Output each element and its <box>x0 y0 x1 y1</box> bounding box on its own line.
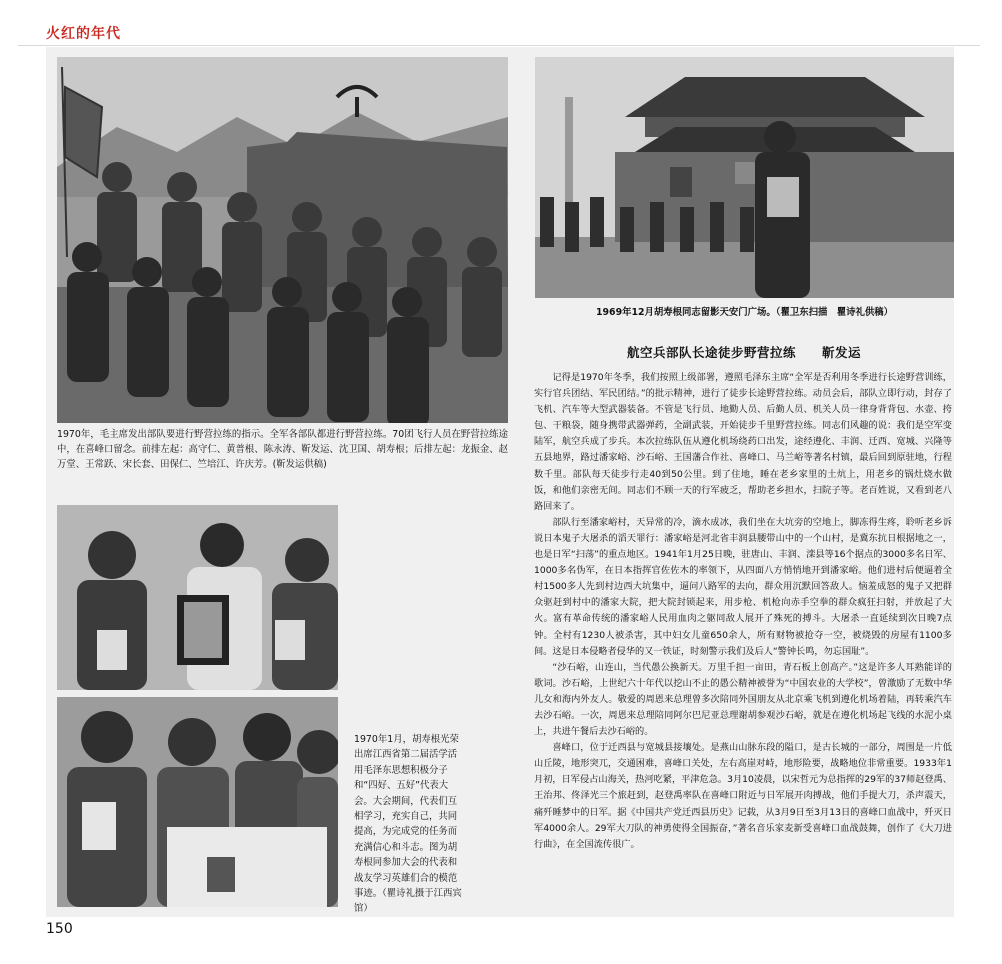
model-photo-lower <box>57 697 338 907</box>
great-wall-group-photo <box>57 57 508 423</box>
article-title: 航空兵部队长途徒步野营拉练 靳发运 <box>626 345 861 360</box>
article-paragraph: 部队行至潘家峪村，天异常的冷，滴水成冰，我们坐在大坑旁的空地上，脚冻得生疼，聆听老乡诉说日本鬼子大屠杀的滔天罪行：潘家峪是河北省丰润县腰带山中的一个山村，是冀东抗日根据地之一，也是日军“扫荡”的重点地区。1941年1月25日晚，驻唐山、丰润、滦县等16个据点的3000多名日军、1000多名伪军，在日本指挥官佐佐木的率领下，从四面八方悄悄地开到潘家峪。他们进村后便逼着全村1500多人先到村边西大坑集中，逼问八路军的去向，群众用沉默回答敌人。恼羞成怒的鬼子又把群众驱赶到村中的潘家大院，把大院封锁起来，用步枪、机枪向赤手空拳的群众疯狂扫射，并放起了大火。富有革命传统的潘家峪人民用血肉之躯同敌人展开了殊死的搏斗。大屠杀一直延续到次日晚7点钟。全村有1230人被杀害，其中妇女儿童650余人，所有财物被抢夺一空，被烧毁的房屋有1100多间。这是日本侵略者侵华的又一铁证，时刻警示我们及后人“警钟长鸣，勿忘国耻”。 <box>534 516 952 657</box>
section-title: 火红的年代 <box>46 26 121 42</box>
great-wall-photo-caption: 1970年，毛主席发出部队要进行野营拉练的指示。全军各部队都进行野营拉练。70团飞行人员在野营拉练途中，在喜峰口留念。前排左起：高守仁、黄普根、陈永涛、靳发运、沈卫国、胡寿根；后排左起：龙振金、赵万堂、王常跃、宋长套、田保仁、竺培江、许庆芳。(靳发运供稿) <box>57 429 508 471</box>
model-photo-caption: 1970年1月，胡寿根光荣出席江西省第二届活学活用毛泽东思想积极分子和“四好、五好”代表大会。大会期间，代表们互相学习，充实自己，共同提高，为完成党的任务而充满信心和斗志。图为胡寿根同参加大会的代表和战友学习英雄们合的模范事迹。（瞿诗礼摄于江西宾馆） <box>354 734 462 915</box>
article-paragraph: 喜峰口，位于迁西县与宽城县接壤处。是燕山山脉东段的隘口，是古长城的一部分，周围是一片低山丘陵，地形突兀，交通困难，喜峰口关处，左右高崖对峙，地形险要，战略地位非常重要。1933年1月初，日军侵占山海关，热河吃紧，平津危急。3月10凌晨，以宋哲元为总指挥的29军的37师赵登禹、王治邦、佟泽光三个旅赶到，赵登禹率队在喜峰口附近与日军展开肉搏战，他们手提大刀，杀声震天，痛歼睡梦中的日军。据《中国共产党迁西县历史》记载，从3月9日至3月13日的喜峰口血战中，歼灭日军4000余人。29军大刀队的神勇使得全国振奋，”著名音乐家麦新受喜峰口血战鼓舞，创作了《大刀进行曲》，在全国流传很广。 <box>534 742 952 850</box>
model-photo-upper <box>57 505 338 690</box>
article-paragraph: 记得是1970年冬季，我们按照上级部署，遵照毛泽东主席“全军是否利用冬季进行长途野营训练，实行官兵团结、军民团结。”的批示精神，进行了徒步长途野营拉练。动员会后，部队立即行动，封存了飞机、汽车等大型武器装备。不管是飞行员、地勤人员、后勤人员、机关人员一律身背背包、水壶、挎包、干粮袋，随身携带武器弹药，全副武装，开始徒步千里野营拉练。同志们风趣的说：我们是空军变陆军，航空兵成了步兵。本次拉练队伍从遵化机场绕药口出发，途经遵化、丰润、迁西、宽城、兴隆等五县地界，路过潘家峪、沙石峪、王国藩合作社、喜峰口、马兰峪等著名村镇，最后回到原驻地，行程数千里。部队每天徒步行走40到50公里。到了住地，睡在老乡家里的土炕上，用老乡的锅灶烧水做饭，和他们亲密无间。同志们不顾一天的行军疲乏，帮助老乡担水，扫院子等。老百姓说，又看到老八路回来了。 <box>534 372 952 512</box>
tiananmen-photo-caption: 1969年12月胡寿根同志留影天安门广场。（瞿卫东扫描 瞿诗礼供稿） <box>596 307 893 318</box>
page-number: 150 <box>46 921 73 937</box>
tiananmen-photo <box>535 57 954 298</box>
article-paragraph: “沙石峪，山连山，当代愚公换新天。万里千担一亩田，青石板上创高产。”这是许多人耳熟能详的歌词。沙石峪，上世纪六十年代以挖山不止的愚公精神被誉为“中国农业的大学校”，曾激励了无数中华儿女和海内外友人。敬爱的周恩来总理曾多次陪同外国朋友从北京乘飞机到遵化机场着陆，再转乘汽车去沙石峪。一次，周恩来总理陪同阿尔巴尼亚总理谢胡参观沙石峪，就是在遵化机场起飞线的水泥小桌上，共进午餐后去沙石峪的。 <box>534 661 952 738</box>
article-body <box>534 370 952 853</box>
header-divider <box>18 45 980 46</box>
